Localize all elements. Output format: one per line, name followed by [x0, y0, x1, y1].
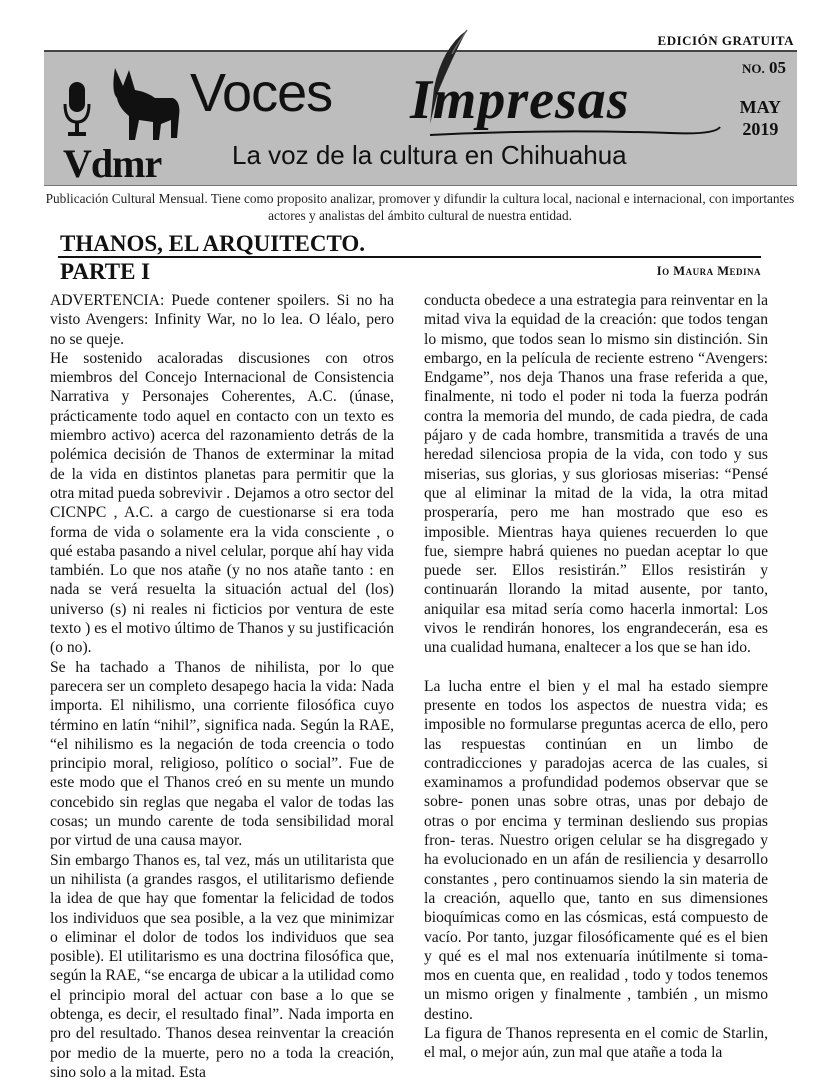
paragraph: He sostenido acaloradas discusiones con otros miembros del Concejo Internacional de Consistencia Narrativa y Personajes Coherentes, A.C. (únase, prácticamente todo aquel en contacto con un texto es miembro activo) acerca del razonamiento detrás de la polémica decisión de Thanos de exterminar la mitad de la vida en distintos planetas para permitir que la otra mitad pueda sobrevivir . Dejamos a otro sector del CICNPC , A.C. a cargo de cuestionarse si era toda forma de vida o solamente era la vida consciente , o qué estaba pasando a nivel celular, porque ahí hay vida también. Lo que nos atañe (y no nos atañe tanto : en nada se verá resuelta la situación actual del (los) universo (s) ni reales ni ficticios por ventura de este texto ) es el motivo último de Thanos y su justificación (o no). — [50, 349, 394, 657]
microphone-icon — [62, 80, 92, 140]
paragraph: Sin embargo Thanos es, tal vez, más un utilitarista que un nihilista (a grandes rasgos, el utilitarismo defiende la idea de que hay que fomentar la felicidad de todos los individuos que sea posible, a la vez que minimizar o eliminar el dolor de todos los individuos que sea posible). El utilitarismo es una doctrina filosófica que, según la RAE, “se encarga de ubicar a la utilidad como el principio moral del actuar con base a lo que se obtenga, es decir, el resultado final”. Nada importa en pro del resultado. Thanos desea reinventar la creación por medio de la muerte, pero no a toda la creación, sino solo a la mitad. Esta — [50, 851, 394, 1081]
issue-value: 05 — [769, 58, 786, 77]
paragraph: conducta obedece a una estrategia para reinventar en la mitad viva la equidad de la creación: que todos tengan lo mismo, que todos sean lo mismo sin distinción. Sin embargo, en la película de reciente estreno “Avengers: Endgame”, nos deja Thanos una frase referida a que, finalmente, ni todo el poder ni toda la fuerza podrán contra la memoria del mundo, de cada piedra, de cada pájaro y de cada hombre, transmitida a través de una heredad silenciosa propia de la vida, con todo y sus miserias, sus glorias, y sus gloriosas miserias: “Pensé que al eliminar la mitad de la vida, la otra mitad prosperaría, pero me han mostrado que eso es imposible. Mientras haya quienes recuerden lo que fue, siempre habrá quienes no puedan aceptar lo que puede ser. Ellos resistirán.” Ellos resistirán y continuarán llorando la mitad ausente, por tanto, aniquilar esa mitad sería como hacerla inmortal: Los vivos le rendirán honores, los engrandecerán, esa es una cualidad humana, enaltecer a los que se han ido. — [424, 292, 768, 657]
edition-label: EDICIÓN GRATUITA — [657, 33, 794, 48]
issue-month: MAY — [739, 97, 781, 117]
article-column-right — [424, 291, 768, 1063]
paragraph: La lucha entre el bien y el mal ha estado siempre presente en todos los aspectos de nuestra vida; es imposible no formularse preguntas acerca de ello, pero las respuestas continúan en un limbo de contradicciones y paradojas acerca de las cuales, si examinamos a profundidad podemos observar que se sobre- ponen unas sobre otras, unas por debajo de otras o por encima y terminan desliendo sus propias fron- teras. Nuestro origen celular se ha disgregado y ha evolucionado en un afán de resiliencia y desarrollo constantes , pero continuamos siendo la sin materia de la creación, aquello que, tanto en sus dimensiones bioquímicas como en las cósmicas, está compuesto de vacío. Por tanto, juzgar filosóficamente qué es el bien y qué es el mal nos extenuaría inútilmente si toma- mos en cuenta que, en realidad , todo y todos tenemos un mismo origen y finalmente , también , un mismo destino. — [424, 677, 768, 1023]
issue-date — [740, 96, 781, 140]
title-divider — [58, 256, 761, 258]
issue-year: 2019 — [742, 119, 779, 139]
brand-title: Voces — [190, 63, 333, 123]
paragraph: ADVERTENCIA: Puede contener spoilers. Si no ha visto Avengers: Infinity War, no lo lea. O léalo, pero no se queje. — [50, 292, 394, 348]
article-title-line2: PARTE I — [60, 259, 151, 284]
issue-label: NO. — [742, 61, 765, 76]
tagline: La voz de la cultura en Chihuahua — [232, 140, 627, 170]
article-author: Io Maura Medina — [656, 264, 761, 278]
brand-script: Impresas — [410, 69, 630, 131]
paragraph: La figura de Thanos representa en el comic de Starlin, el mal, o mejor aún, zun mal que atañe a toda la — [424, 1024, 768, 1062]
article-title-line1: THANOS, EL ARQUITECTO. — [60, 231, 366, 256]
publication-description: Publicación Cultural Mensual. Tiene como proposito analizar, promover y difundir la cultura local, nacional e internacional, con importantes actores y analistas del ámbito cultural de nuestra entidad. — [45, 191, 795, 223]
article-column-left — [50, 291, 394, 1082]
dog-logo-icon — [95, 58, 185, 148]
article-title — [60, 230, 365, 286]
brand-short: Vdmr — [63, 141, 162, 186]
paragraph: Se ha tachado a Thanos de nihilista, por lo que parecera ser un completo desapego hacia la vida: Nada importa. El nihilismo, una corriente filosófica cuyo término en latín “nihil”, significa nada. Según la RAE, “el nihilismo es la negación de toda creencia o todo principio moral, religioso, político o social”. Fue de este modo que el Thanos creó en su mente un mundo concebido sin reglas que negaba el valor de todas las cosas; un mundo carente de toda sensibilidad moral por virtud de una causa mayor. — [50, 658, 394, 850]
issue-number — [742, 58, 786, 78]
